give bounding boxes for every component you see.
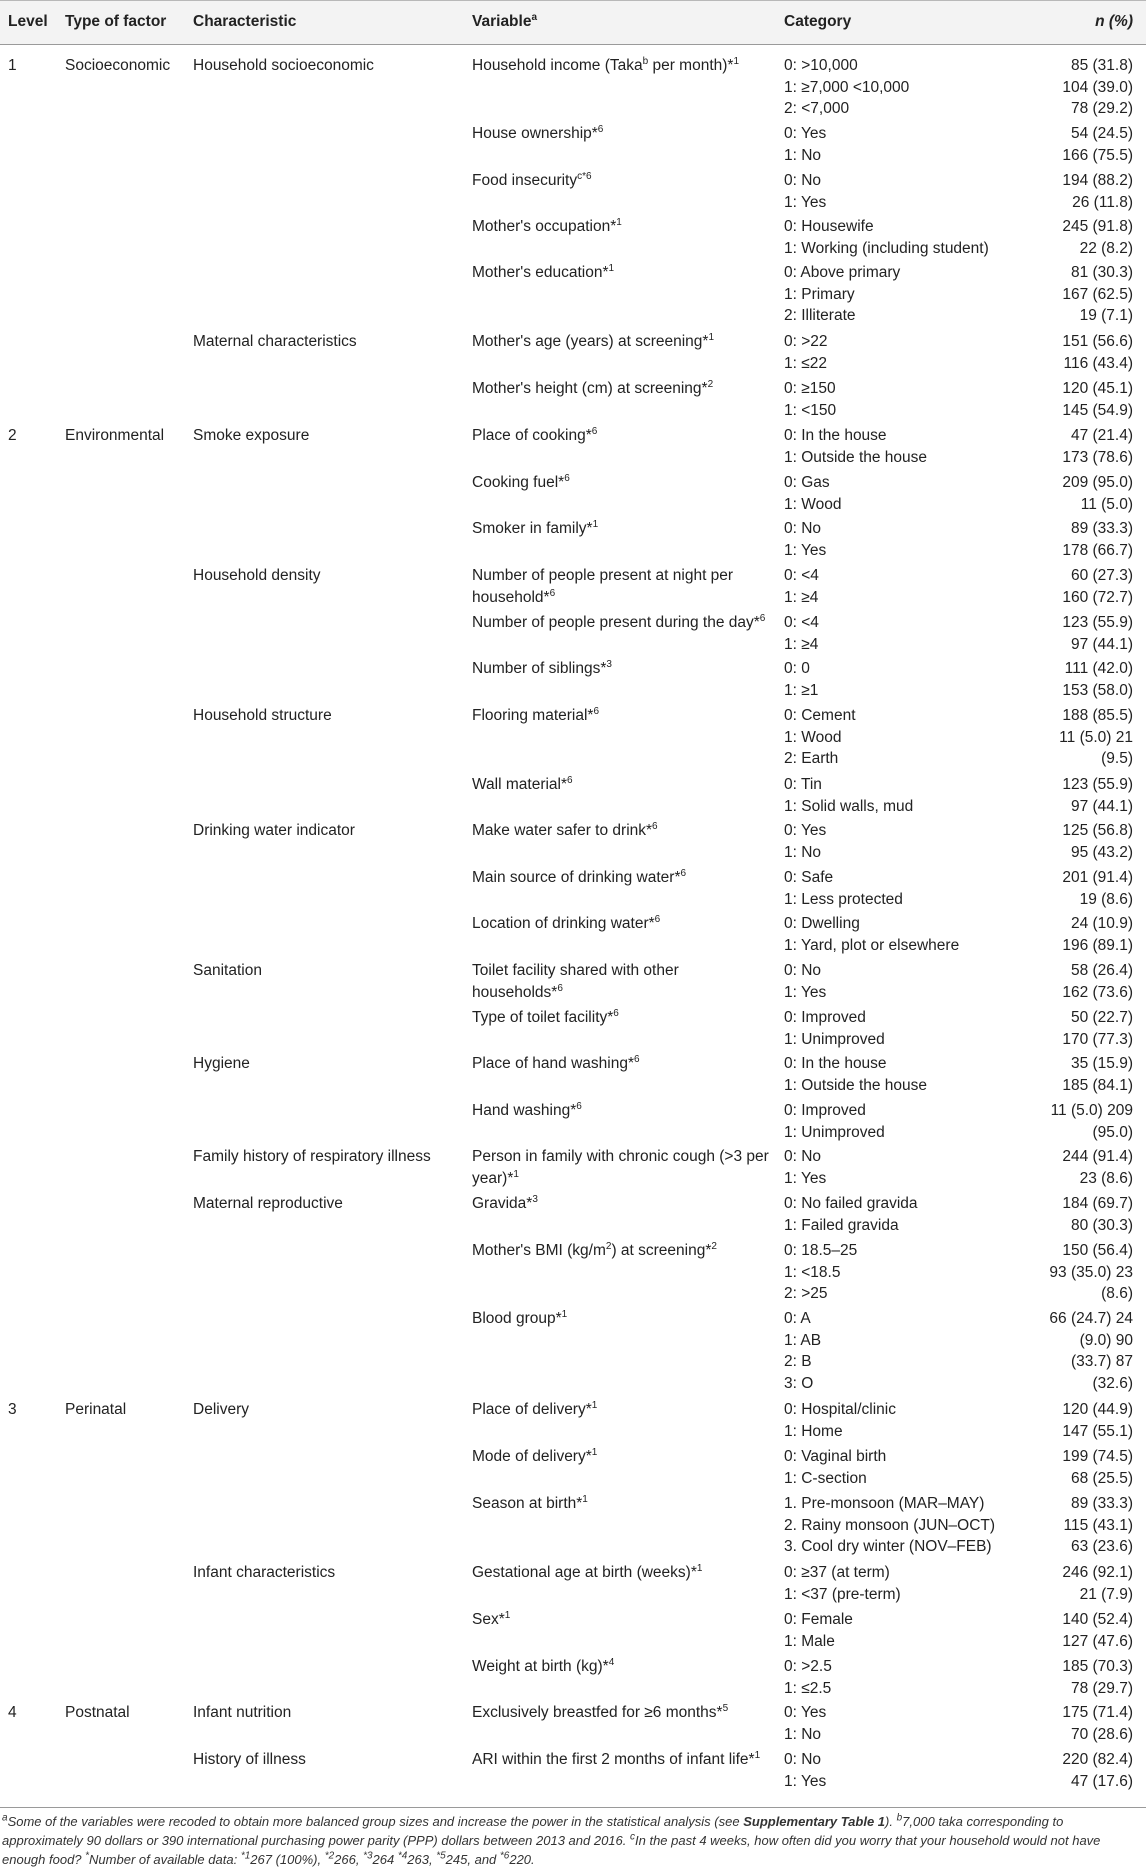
variable-cell: Main source of drinking water*$^6$ — [472, 867, 687, 886]
category-cell: 0: No failed gravida 1: Failed gravida — [784, 1195, 918, 1234]
n-cell: 201 (91.4) 19 (8.6) — [1062, 869, 1133, 908]
category-cell: 0: Safe 1: Less protected — [784, 869, 903, 908]
variable-cell: Mode of delivery*$^1$ — [472, 1446, 598, 1465]
n-cell: 89 (33.3) 115 (43.1) 63 (23.6) — [1063, 1495, 1133, 1555]
n-cell: 89 (33.3) 178 (66.7) — [1062, 520, 1133, 559]
variable-cell: Mother's height (cm) at screening*$^2$ — [472, 378, 714, 397]
variable-cell: Smoker in family*$^1$ — [472, 518, 599, 537]
characteristic-cell: Hygiene — [193, 1055, 250, 1072]
variable-cell: Blood group*$^1$ — [472, 1308, 568, 1327]
header-characteristic: Characteristic — [193, 13, 297, 30]
variable-cell: Gestational age at birth (weeks)*$^1$ — [472, 1562, 703, 1581]
category-cell: 0: In the house 1: Outside the house — [784, 1055, 928, 1094]
category-cell: 0: ≥37 (at term) 1: <37 (pre-term) — [784, 1564, 901, 1603]
variable-cell: Type of toilet facility*$^6$ — [472, 1007, 619, 1026]
category-cell: 0: Hospital/clinic 1: Home — [784, 1401, 896, 1440]
category-cell: 0: No 1: Yes — [784, 962, 827, 1001]
category-cell: 0: >2.5 1: ≤2.5 — [784, 1658, 832, 1697]
n-cell: 47 (21.4) 173 (78.6) — [1062, 427, 1133, 466]
variable-cell: Toilet facility shared with other households*$^6$ — [472, 962, 679, 1001]
variable-cell: Food insecurity$^{c*6}$ — [472, 170, 592, 189]
variable-cell: Weight at birth (kg)*$^4$ — [472, 1656, 615, 1675]
n-cell: 140 (52.4) 127 (47.6) — [1062, 1611, 1133, 1650]
n-cell: 24 (10.9) 196 (89.1) — [1062, 915, 1133, 954]
category-cell: 0: <4 1: ≥4 — [784, 567, 819, 606]
category-cell: 0: No 1: Yes — [784, 1148, 827, 1187]
table-header — [0, 0, 1146, 45]
characteristic-cell: Maternal characteristics — [193, 333, 357, 350]
category-cell: 0: Female 1: Male — [784, 1611, 853, 1650]
category-cell: 0: A 1: AB 2: B 3: O — [784, 1310, 822, 1392]
header-type: Type of factor — [65, 13, 167, 30]
characteristic-cell: Sanitation — [193, 962, 262, 979]
category-cell: 0: ≥150 1: <150 — [784, 380, 837, 419]
table-footnote: $^a$Some of the variables were recoded to obtain more balanced group sizes and increase the power in the statistical analysis (see Supplementary Table 1). $^b$7,000 taka corresponding to approximately 90 dollars or 390 international purchasing power parity (PPP) dollars between 2013 and 2016. $^c$In the past 4 weeks, how often did you worry that your household would not have enough food? *Number of available data: $^{*1}$267 (100%), $^{*2}$266, $^{*3}$264 $^{*4}$263, $^{*5}$245, and $^{*6}$220. — [2, 1812, 1101, 1867]
level-cell: 4 — [8, 1704, 17, 1721]
category-cell: 0: Above primary 1: Primary 2: Illiterate — [784, 264, 901, 324]
level-cell: 2 — [8, 427, 17, 444]
category-cell: 0: No 1: Yes — [784, 172, 827, 211]
n-cell: 246 (92.1) 21 (7.9) — [1062, 1564, 1133, 1603]
header-category: Category — [784, 13, 852, 30]
n-cell: 66 (24.7) 24 (9.0) 90 (33.7) 87 (32.6) — [1049, 1310, 1133, 1392]
n-cell: 199 (74.5) 68 (25.5) — [1062, 1448, 1133, 1487]
variable-cell: Mother's education*$^1$ — [472, 262, 615, 281]
n-cell: 50 (22.7) 170 (77.3) — [1062, 1009, 1133, 1048]
variable-cell: Mother's age (years) at screening*$^1$ — [472, 331, 714, 350]
variable-cell: Place of delivery*$^1$ — [472, 1399, 598, 1418]
characteristic-cell: Household density — [193, 567, 321, 584]
n-cell: 54 (24.5) 166 (75.5) — [1062, 125, 1133, 164]
n-cell: 245 (91.8) 22 (8.2) — [1062, 218, 1133, 257]
n-cell: 11 (5.0) 209 (95.0) — [1050, 1102, 1133, 1141]
category-cell: 0: Cement 1: Wood 2: Earth — [784, 707, 856, 767]
category-cell: 0: Dwelling 1: Yard, plot or elsewhere — [784, 915, 960, 954]
n-cell: 35 (15.9) 185 (84.1) — [1062, 1055, 1133, 1094]
category-cell: 1. Pre-monsoon (MAR–MAY) 2. Rainy monsoon (JUN–OCT) 3. Cool dry winter (NOV–FEB) — [784, 1495, 996, 1555]
category-cell: 0: No 1: Yes — [784, 1751, 827, 1790]
characteristic-cell: Household structure — [193, 707, 332, 724]
type-cell: Perinatal — [65, 1401, 127, 1418]
variable-cell: Exclusively breastfed for ≥6 months*$^5$ — [472, 1702, 729, 1721]
characteristic-cell: Maternal reproductive — [193, 1195, 343, 1212]
category-cell: 0: Housewife 1: Working (including student) — [784, 218, 989, 257]
variable-cell: Location of drinking water*$^6$ — [472, 913, 661, 932]
category-cell: 0: Yes 1: No — [784, 125, 827, 164]
type-cell: Environmental — [65, 427, 165, 444]
n-cell: 175 (71.4) 70 (28.6) — [1062, 1704, 1133, 1743]
n-cell: 58 (26.4) 162 (73.6) — [1062, 962, 1133, 1001]
type-cell: Postnatal — [65, 1704, 130, 1721]
n-cell: 220 (82.4) 47 (17.6) — [1062, 1751, 1133, 1790]
characteristic-cell: Household socioeconomic — [193, 57, 374, 74]
category-cell: 0: >22 1: ≤22 — [784, 333, 828, 372]
category-cell: 0: Tin 1: Solid walls, mud — [784, 776, 914, 815]
category-cell: 0: Gas 1: Wood — [784, 474, 842, 513]
category-cell: 0: 18.5–25 1: <18.5 2: >25 — [784, 1242, 858, 1302]
n-cell: 151 (56.6) 116 (43.4) — [1062, 333, 1133, 372]
table-bottom-rule — [0, 1807, 1146, 1808]
variable-cell: Cooking fuel*$^6$ — [472, 472, 570, 491]
variable-cell: Household income (Taka$^b$ per month)*$^1$ — [472, 55, 740, 74]
characteristic-cell: Infant nutrition — [193, 1704, 292, 1721]
n-cell: 60 (27.3) 160 (72.7) — [1062, 567, 1133, 606]
category-cell: 0: In the house 1: Outside the house — [784, 427, 928, 466]
level-cell: 1 — [8, 57, 17, 74]
n-cell: 85 (31.8) 104 (39.0) 78 (29.2) — [1062, 57, 1133, 117]
n-cell: 125 (56.8) 95 (43.2) — [1062, 822, 1133, 861]
variable-cell: Place of cooking*$^6$ — [472, 425, 598, 444]
n-cell: 120 (45.1) 145 (54.9) — [1062, 380, 1133, 419]
characteristic-cell: Infant characteristics — [193, 1564, 336, 1581]
variable-cell: Place of hand washing*$^6$ — [472, 1053, 640, 1072]
variable-cell: Sex*$^1$ — [472, 1609, 511, 1628]
n-cell: 81 (30.3) 167 (62.5) 19 (7.1) — [1062, 264, 1133, 324]
category-cell: 0: Improved 1: Unimproved — [784, 1009, 885, 1048]
characteristic-cell: History of illness — [193, 1751, 306, 1768]
variable-cell: Mother's occupation*$^1$ — [472, 216, 622, 235]
n-cell: 150 (56.4) 93 (35.0) 23 (8.6) — [1049, 1242, 1133, 1302]
variable-cell: ARI within the first 2 months of infant life*$^1$ — [472, 1749, 761, 1768]
n-cell: 209 (95.0) 11 (5.0) — [1062, 474, 1133, 513]
n-cell: 185 (70.3) 78 (29.7) — [1062, 1658, 1133, 1697]
header-level: Level — [8, 13, 48, 30]
type-cell: Socioeconomic — [65, 57, 171, 74]
variable-cell: Number of people present at night per household*$^6$ — [472, 567, 734, 606]
n-cell: 184 (69.7) 80 (30.3) — [1062, 1195, 1133, 1234]
category-cell: 0: Improved 1: Unimproved — [784, 1102, 885, 1141]
variable-cell: Make water safer to drink*$^6$ — [472, 820, 658, 839]
characteristic-cell: Family history of respiratory illness — [193, 1148, 431, 1165]
variable-cell: Number of siblings*$^3$ — [472, 658, 612, 677]
variable-cell: Person in family with chronic cough (>3 per year)*$^1$ — [472, 1148, 769, 1187]
category-cell: 0: >10,000 1: ≥7,000 <10,000 2: <7,000 — [784, 57, 910, 117]
n-cell: 111 (42.0) 153 (58.0) — [1062, 660, 1133, 699]
n-cell: 194 (88.2) 26 (11.8) — [1062, 172, 1133, 211]
category-cell: 0: Vaginal birth 1: C-section — [784, 1448, 887, 1487]
header-variable: Variable$^a$ — [472, 11, 538, 30]
variable-cell: Number of people present during the day*$^6$ — [472, 612, 766, 631]
characteristic-cell: Delivery — [193, 1401, 249, 1418]
n-cell: 244 (91.4) 23 (8.6) — [1062, 1148, 1133, 1187]
variable-cell: Flooring material*$^6$ — [472, 705, 600, 724]
category-cell: 0: <4 1: ≥4 — [784, 614, 819, 653]
category-cell: 0: Yes 1: No — [784, 1704, 827, 1743]
category-cell: 0: 0 1: ≥1 — [784, 660, 819, 699]
variable-cell: Season at birth*$^1$ — [472, 1493, 588, 1512]
variable-cell: Hand washing*$^6$ — [472, 1100, 582, 1119]
variable-cell: Mother's BMI $(kg/m^2)$ at screening*$^2$ — [472, 1240, 717, 1259]
header-n: n (%) — [1095, 13, 1133, 30]
characteristic-cell: Smoke exposure — [193, 427, 310, 444]
variable-cell: Wall material*$^6$ — [472, 774, 573, 793]
characteristic-cell: Drinking water indicator — [193, 822, 355, 839]
level-cell: 3 — [8, 1401, 17, 1418]
n-cell: 123 (55.9) 97 (44.1) — [1062, 776, 1133, 815]
category-cell: 0: Yes 1: No — [784, 822, 827, 861]
n-cell: 123 (55.9) 97 (44.1) — [1062, 614, 1133, 653]
variable-cell: Gravida*$^3$ — [472, 1193, 538, 1212]
variable-cell: House ownership*$^6$ — [472, 123, 604, 142]
category-cell: 0: No 1: Yes — [784, 520, 827, 559]
n-cell: 188 (85.5) 11 (5.0) 21 (9.5) — [1059, 707, 1133, 767]
n-cell: 120 (44.9) 147 (55.1) — [1062, 1401, 1133, 1440]
